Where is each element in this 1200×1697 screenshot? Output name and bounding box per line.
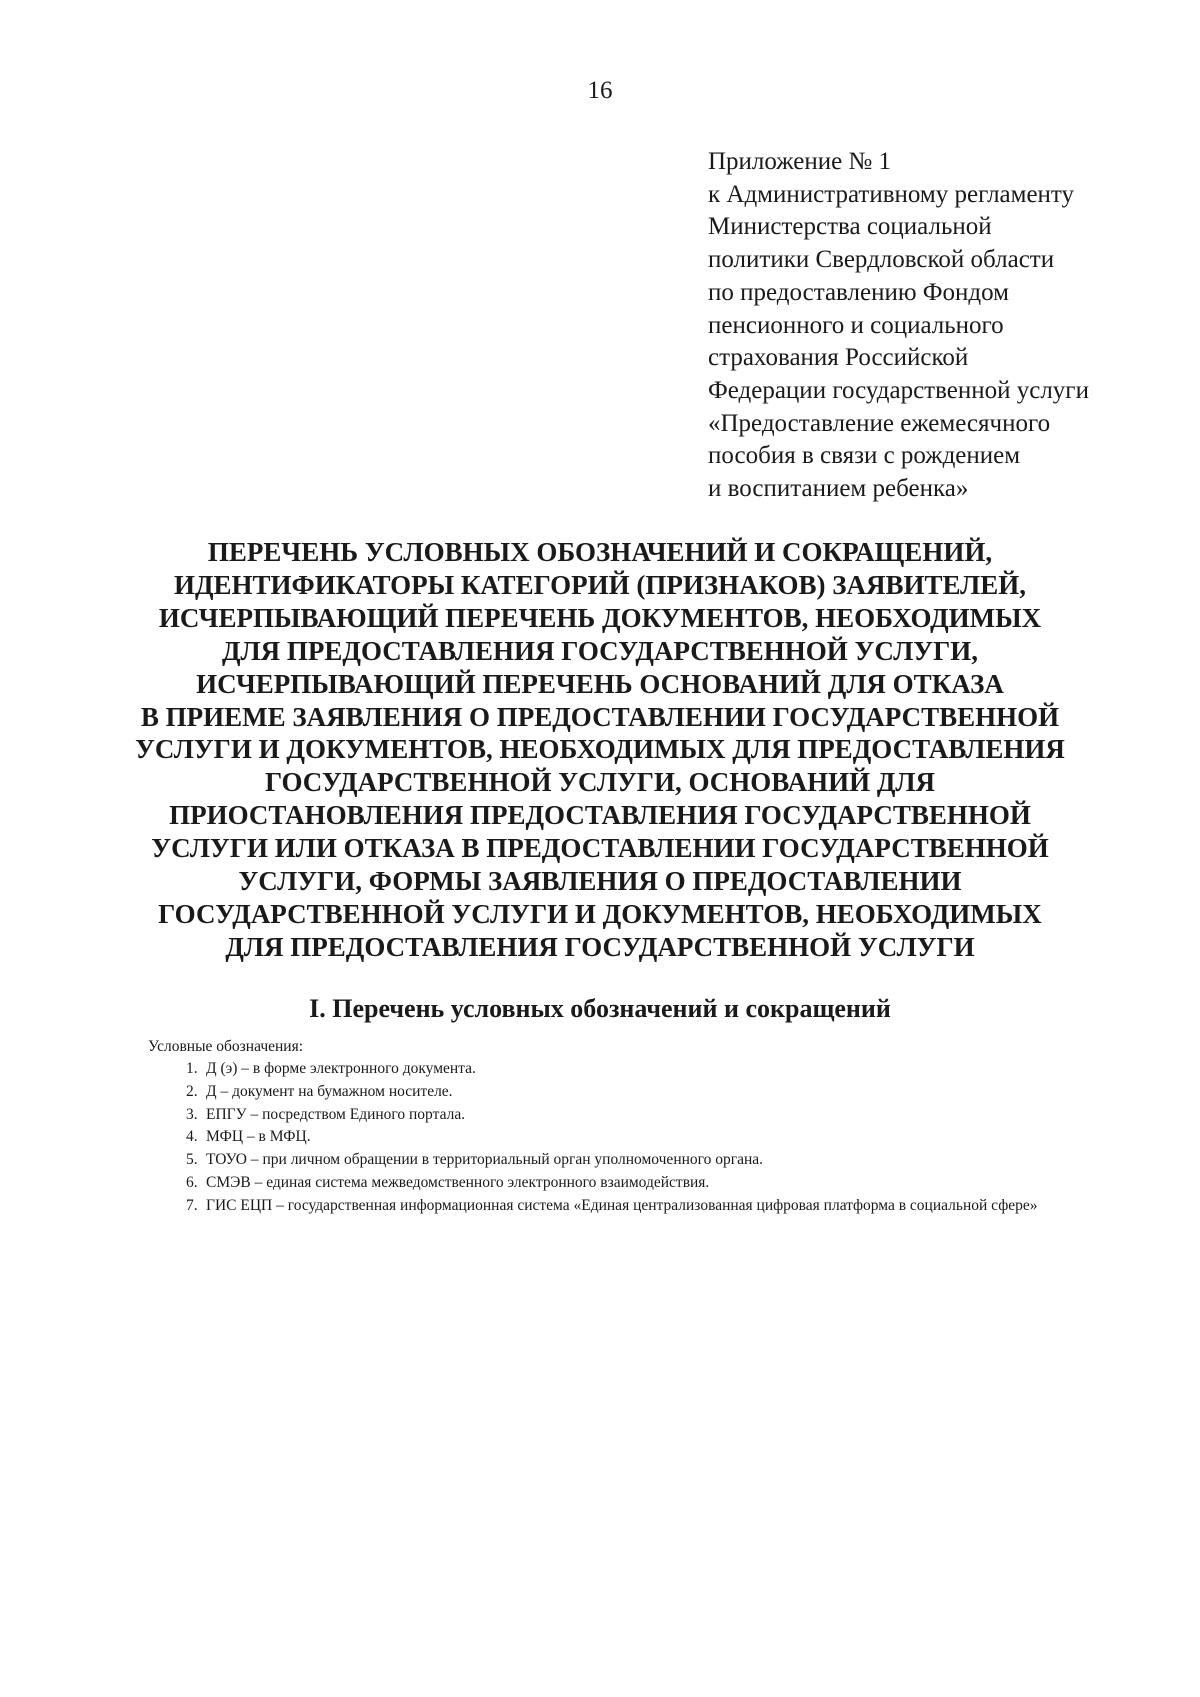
title-line: УСЛУГИ И ДОКУМЕНТОВ, НЕОБХОДИМЫХ ДЛЯ ПРЕДОСТАВЛЕНИЯ (135, 734, 1065, 765)
list-item-number: 7. (186, 1196, 198, 1214)
list-item-text: Д – документ на бумажном носителе. (206, 1082, 453, 1100)
appendix-line: и воспитанием ребенка» (708, 475, 969, 503)
title-line: ПЕРЕЧЕНЬ УСЛОВНЫХ ОБОЗНАЧЕНИЙ И СОКРАЩЕНИЙ, (207, 537, 993, 567)
title-line: ГОСУДАРСТВЕННОЙ УСЛУГИ И ДОКУМЕНТОВ, НЕОБХОДИМЫХ (158, 898, 1042, 929)
title-line: ИСЧЕРПЫВАЮЩИЙ ПЕРЕЧЕНЬ ОСНОВАНИЙ ДЛЯ ОТКАЗА (196, 668, 1004, 699)
appendix-line: Министерства социальной (708, 213, 992, 241)
list-item (148, 1195, 1148, 1218)
appendix-line: политики Свердловской области (708, 246, 1055, 274)
list-item-number: 3. (186, 1105, 198, 1123)
appendix-line: к Административному регламенту (708, 180, 1075, 208)
appendix-line: страхования Российской (708, 344, 969, 372)
title-line: ПРИОСТАНОВЛЕНИЯ ПРЕДОСТАВЛЕНИЯ ГОСУДАРСТВЕННОЙ (169, 800, 1031, 831)
list-item-text: МФЦ – в МФЦ. (206, 1128, 311, 1146)
section-heading: I. Перечень условных обозначений и сокращений (309, 994, 891, 1023)
list-item-number: 4. (186, 1128, 198, 1146)
title-line: ДЛЯ ПРЕДОСТАВЛЕНИЯ ГОСУДАРСТВЕННОЙ УСЛУГИ (225, 931, 975, 962)
list-item (148, 1126, 1148, 1149)
appendix-line: по предоставлению Фондом (708, 278, 1009, 306)
title-line: ГОСУДАРСТВЕННОЙ УСЛУГИ, ОСНОВАНИЙ ДЛЯ (264, 767, 936, 798)
appendix-line: пособия в связи с рождением (708, 442, 1021, 470)
list-item-text: ТОУО – при личном обращении в территориальный орган уполномоченного органа. (206, 1151, 764, 1169)
list-item-text: СМЭВ – единая система межведомственного электронного взаимодействия. (206, 1173, 710, 1191)
title-line: ИДЕНТИФИКАТОРЫ КАТЕГОРИЙ (ПРИЗНАКОВ) ЗАЯВИТЕЛЕЙ, (173, 569, 1027, 600)
title-line: В ПРИЕМЕ ЗАЯВЛЕНИЯ О ПРЕДОСТАВЛЕНИИ ГОСУДАРСТВЕННОЙ (140, 701, 1060, 732)
appendix-reference (708, 146, 1178, 506)
list-item-text: Д (э) – в форме электронного документа. (206, 1060, 476, 1077)
list-item (148, 1172, 1148, 1195)
page-number: 16 (587, 77, 613, 104)
title-line: ИСЧЕРПЫВАЮЩИЙ ПЕРЕЧЕНЬ ДОКУМЕНТОВ, НЕОБХОДИМЫХ (158, 602, 1042, 633)
title-line: УСЛУГИ, ФОРМЫ ЗАЯВЛЕНИЯ О ПРЕДОСТАВЛЕНИИ (238, 866, 962, 897)
list-item (148, 1104, 1148, 1127)
list-item (148, 1149, 1148, 1172)
appendix-line: Федерации государственной услуги (708, 376, 1089, 404)
list-item-text: ЕПГУ – посредством Единого портала. (206, 1105, 466, 1123)
legend-list (148, 1058, 1148, 1218)
title-line: УСЛУГИ ИЛИ ОТКАЗА В ПРЕДОСТАВЛЕНИИ ГОСУДАРСТВЕННОЙ (151, 833, 1049, 864)
list-item (148, 1081, 1148, 1104)
document-title (130, 536, 1070, 964)
legend-intro: Условные обозначения: (148, 1038, 304, 1055)
title-line: ДЛЯ ПРЕДОСТАВЛЕНИЯ ГОСУДАРСТВЕННОЙ УСЛУГИ, (221, 635, 979, 666)
list-item-number: 2. (186, 1082, 198, 1100)
list-item-text: ГИС ЕЦП – государственная информационная система «Единая централизованная цифровая платформа в социальной сфере» (206, 1196, 1038, 1214)
appendix-line: «Предоставление ежемесячного (708, 409, 1051, 437)
appendix-line: Приложение № 1 (708, 148, 892, 175)
appendix-line: пенсионного и социального (708, 311, 1004, 339)
list-item-number: 5. (186, 1151, 198, 1169)
list-item-number: 6. (186, 1173, 198, 1191)
list-item-number: 1. (186, 1060, 198, 1077)
list-item (148, 1058, 1148, 1081)
